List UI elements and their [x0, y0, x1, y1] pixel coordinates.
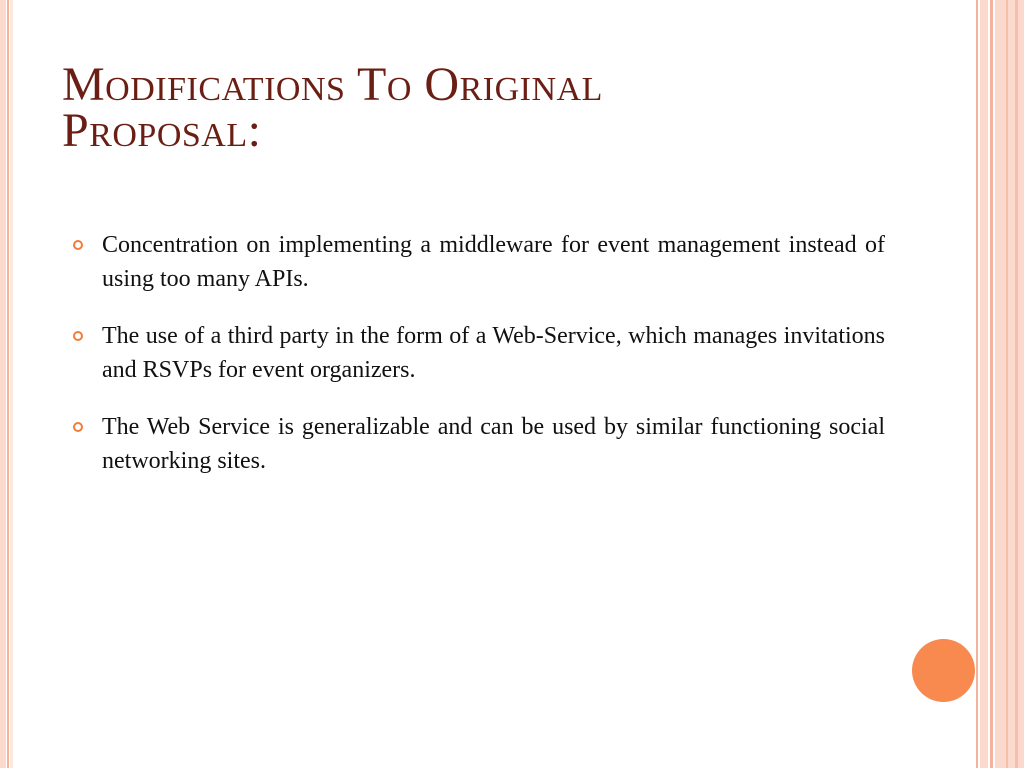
right-border-band-2 [995, 0, 1024, 768]
left-border-inner [10, 0, 13, 768]
bullet-text: The Web Service is generalizable and can be used by similar functioning social networking sites. [102, 414, 885, 474]
decorative-circle [912, 639, 975, 702]
slide-title [62, 58, 942, 157]
right-border-line-2 [990, 0, 993, 768]
right-border-line-1 [976, 0, 978, 768]
slide-title-line-1: Modifications To Original [62, 58, 603, 111]
bullet-text: Concentration on implementing a middleware for event management instead of using too many APIs. [102, 232, 885, 292]
bullet-text: The use of a third party in the form of a Web-Service, which manages invitations and RSVPs for event organizers. [102, 323, 885, 383]
bullet-item [70, 319, 885, 387]
right-border-line-4 [1015, 0, 1018, 768]
ring-bullet-icon [73, 240, 83, 250]
left-border-band [0, 0, 6, 768]
right-border-band-1 [980, 0, 988, 768]
ring-bullet-icon [73, 331, 83, 341]
ring-bullet-icon [73, 422, 83, 432]
bullet-item [70, 228, 885, 296]
bullet-item [70, 410, 885, 478]
right-border-line-3 [1006, 0, 1008, 768]
bullet-list [70, 228, 885, 501]
left-border-line [7, 0, 9, 768]
slide-title-line-2: Proposal: [62, 104, 262, 157]
